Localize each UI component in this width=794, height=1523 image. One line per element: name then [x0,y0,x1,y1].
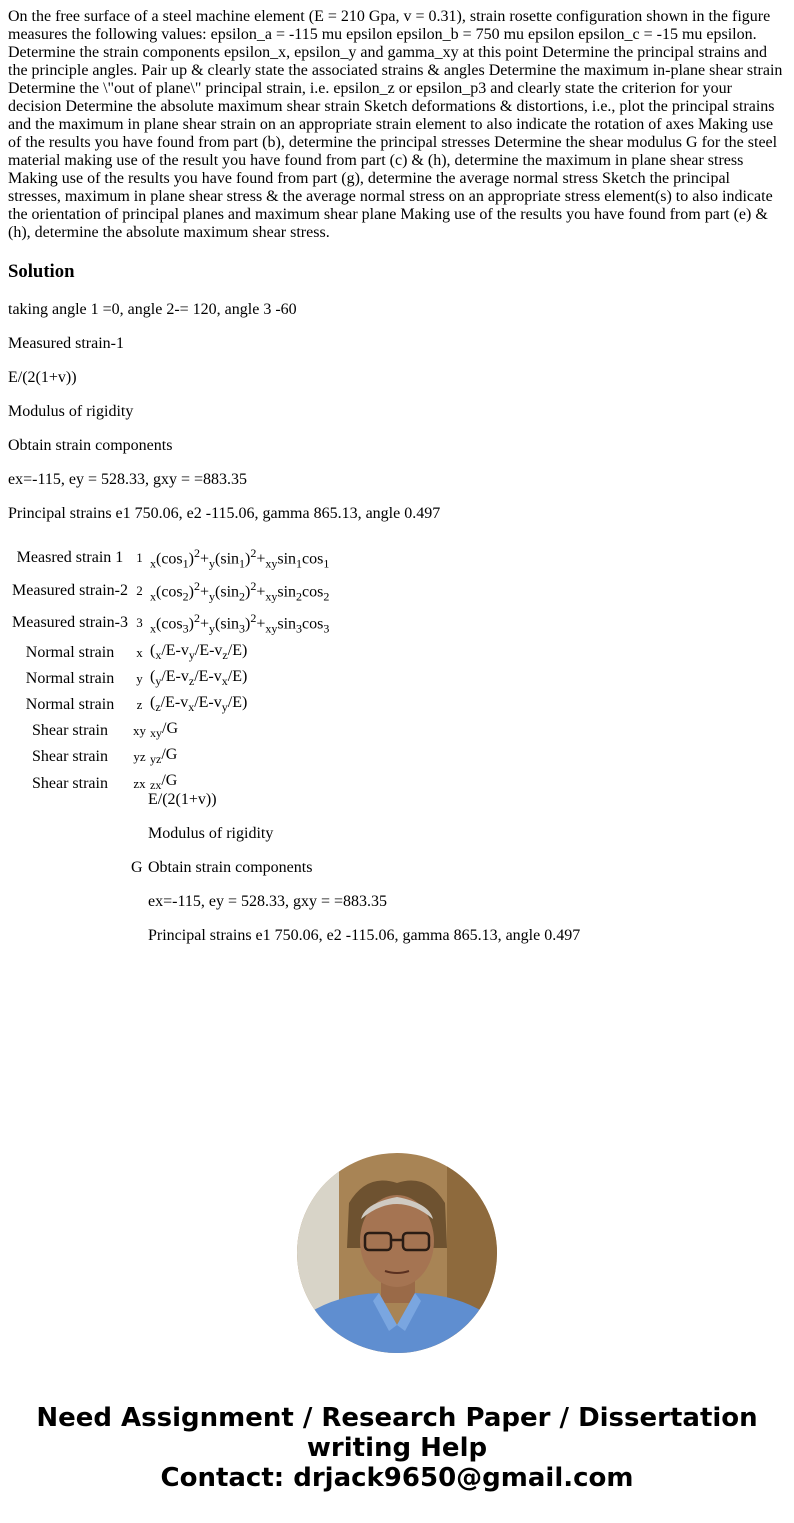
row-label: Measured strain-3 [12,614,128,632]
table-row [10,745,330,769]
promo-contact[interactable]: Contact: drjack9650@gmail.com [160,1463,634,1493]
promo-line-2: writing Help [306,1433,488,1463]
table-row [10,576,330,607]
table-note-principal-strains: Principal strains e1 750.06, e2 -115.06, gamma 865.13, angle 0.497 [148,927,581,944]
row-label: Measred strain 1 [16,549,124,567]
question-text: On the free surface of a steel machine element (E = 210 Gpa, v = 0.31), strain rosette configuration shown in the figure measures the following values: epsilon_a = -115 mu epsilon epsilon_b = 750 mu epsilon epsilon_c = -15 mu epsilon. Determine the strain components epsilon_x, epsilon_y and gamma_xy at this point Determine the principal strains and the principle angles. Pair up & clearly state the associated strains & angles Determine the maximum in-plane shear strain Determine the \"out of plane\" principal strain, i.e. epsilon_z or epsilon_p3 and clearly state the criterion for your decision Determine the absolute maximum shear strain Sketch deformations & distortions, i.e., plot the principal strains and the maximum in plane shear strain on an appropriate strain element to also indicate the rotation of axes Making use of the results you have found from part (b), determine the principal stresses Determine the shear modulus G for the steel material making use of the result you have found from part (c) & (h), determine the maximum in plane shear stress Making use of the results you have found from part (g), determine the average normal stress Sketch the principal stresses, maximum in plane shear stress & the average normal stress on an appropriate stress element(s) to also indicate the orientation of principal planes and maximum shear plane Making use of the results you have found from part (e) & (h), determine the absolute maximum shear stress. [8,8,783,241]
solution-rigidity-formula: E/(2(1+v)) [8,369,77,386]
row-formula: $_{yz}$/G [150,746,178,767]
solution-measured-strain: Measured strain-1 [8,335,124,352]
row-label: Normal strain [25,643,115,661]
table-note-rigidity-label: Modulus of rigidity [148,825,274,842]
row-formula: $_{zx}$/G [150,772,178,793]
solution-heading: Solution [8,261,75,282]
row-symbol: yz [133,749,146,765]
row-label: Shear strain [32,774,108,792]
solution-obtain: Obtain strain components [8,437,173,454]
row-formula: $_x(\cos_3)^2+_y(\sin_3)^2+_{xy}\sin_3\cos_3$ [150,611,330,636]
solution-strain-components: ex=-115, ey = 528.33, gxy = =883.35 [8,471,248,488]
shear-modulus-symbol: G [131,859,143,876]
row-formula: $_{xy}$/G [150,720,178,741]
table-row [10,693,330,717]
row-symbol: y [136,670,143,686]
promo-line-1: Need Assignment / Research Paper / Dissertation [36,1403,758,1433]
row-label: Normal strain [25,696,115,714]
table-row [10,641,330,665]
row-formula: $(_z/E-v_x/E-v_y/E)$ [150,693,248,715]
person-photo-icon [297,1153,497,1353]
table-note-strain-components: ex=-115, ey = 528.33, gxy = =883.35 [148,893,388,910]
row-label: Shear strain [32,722,108,740]
solution-rigidity-label: Modulus of rigidity [8,403,134,420]
row-label: Measured strain-2 [12,581,128,599]
table-row [10,719,330,743]
solution-principal-strains: Principal strains e1 750.06, e2 -115.06, gamma 865.13, angle 0.497 [8,505,441,522]
solution-angles: taking angle 1 =0, angle 2-= 120, angle 3 -60 [8,301,297,318]
row-label: Shear strain [32,748,108,766]
row-symbol: z [136,697,143,713]
promo-banner [0,1403,794,1493]
row-symbol: 1 [136,550,143,566]
row-symbol: 3 [136,615,143,631]
table-row [10,543,330,574]
row-symbol: 2 [136,582,143,598]
row-formula: $(_y/E-v_z/E-v_x/E)$ [150,667,248,688]
row-label: Normal strain [25,669,115,687]
table-row [10,608,330,639]
table-note-rigidity-formula: E/(2(1+v)) [148,791,217,808]
row-formula: $_x(\cos_2)^2+_y(\sin_2)^2+_{xy}\sin_2\cos_2$ [150,578,330,604]
row-symbol: xy [133,723,146,739]
row-formula: $_x(\cos_1)^2+_y(\sin_1)^2+_{xy}\sin_1\cos_1$ [150,546,330,571]
row-symbol: x [136,644,143,660]
row-symbol: zx [133,775,146,791]
strain-formula-table [8,541,332,798]
author-photo [297,1153,497,1353]
table-note-obtain: Obtain strain components [148,859,313,876]
table-row [10,667,330,691]
row-formula: $(_x/E-v_y/E-v_z/E)$ [150,641,248,662]
